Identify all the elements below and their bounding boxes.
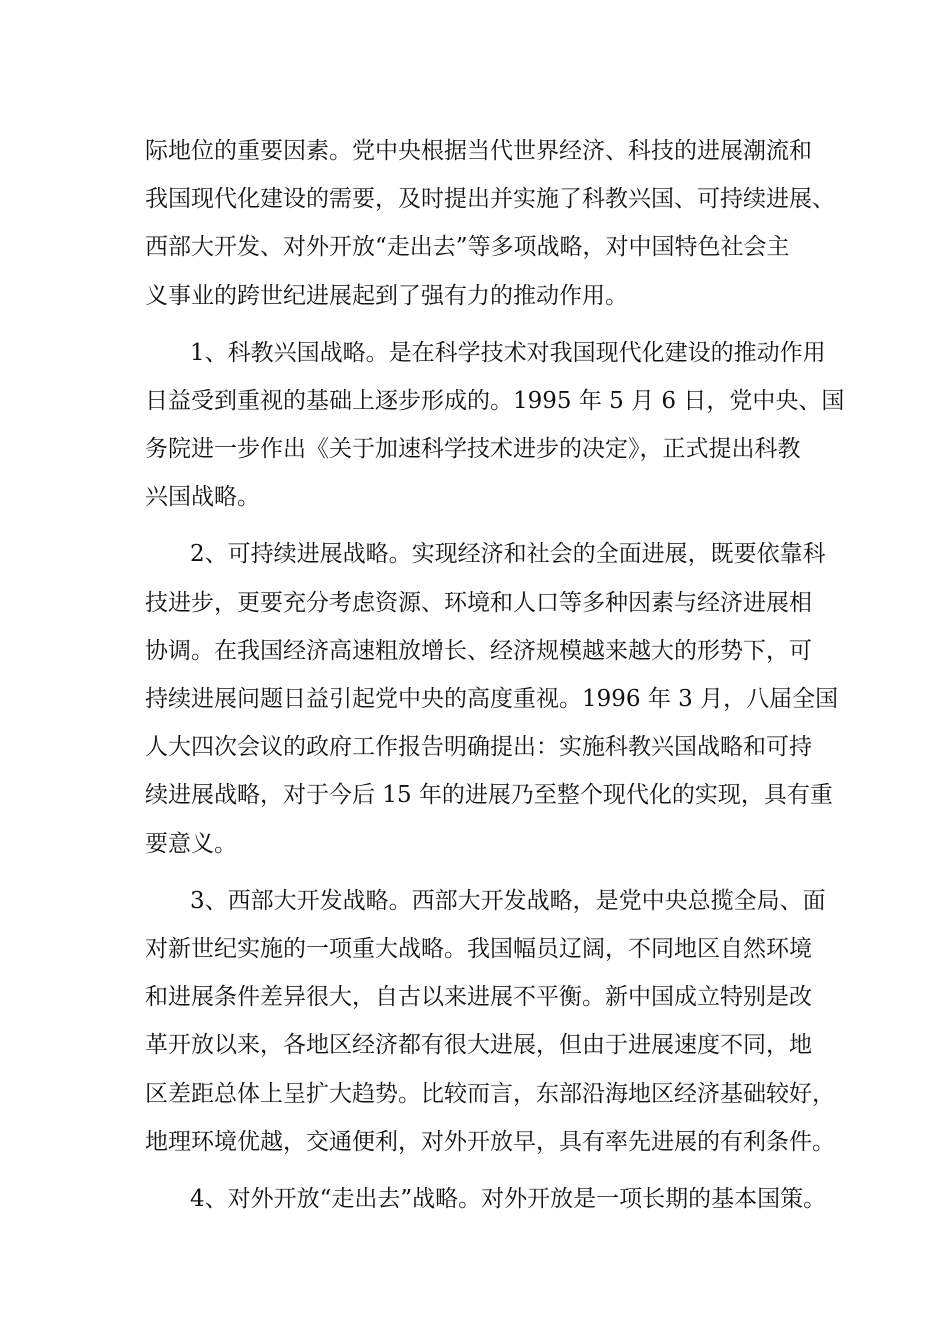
- text-line: 4、对外开放“走出去”战略。对外开放是一项长期的基本国策。: [190, 1186, 827, 1212]
- text-line: 务院进一步作出《关于加速科学技术进步的决定》，正式提出科教: [145, 436, 801, 462]
- text-line: 日益受到重视的基础上逐步形成的。1995 年 5 月 6 日，党中央、国: [145, 388, 845, 414]
- text-line: 续进展战略，对于今后 15 年的进展乃至整个现代化的实现，具有重: [145, 782, 833, 808]
- text-line: 技进步，更要充分考虑资源、环境和人口等多种因素与经济进展相: [145, 590, 812, 616]
- text-line: 要意义。: [145, 831, 237, 857]
- text-line: 西部大开发、对外开放“走出去”等多项战略，对中国特色社会主: [145, 234, 790, 260]
- text-line: 2、可持续进展战略。实现经济和社会的全面进展，既要依靠科: [190, 541, 826, 567]
- text-line: 对新世纪实施的一项重大战略。我国幅员辽阔，不同地区自然环境: [145, 936, 812, 962]
- text-line: 义事业的跨世纪进展起到了强有力的推动作用。: [145, 283, 628, 309]
- text-line: 际地位的重要因素。党中央根据当代世界经济、科技的进展潮流和: [145, 138, 812, 164]
- text-line: 协调。在我国经济高速粗放增长、经济规模越来越大的形势下，可: [145, 638, 812, 664]
- text-line: 区差距总体上呈扩大趋势。比较而言，东部沿海地区经济基础较好，: [145, 1081, 835, 1107]
- text-line: 人大四次会议的政府工作报告明确提出：实施科教兴国战略和可持: [145, 734, 812, 760]
- text-line: 地理环境优越，交通便利，对外开放早，具有率先进展的有利条件。: [145, 1129, 835, 1155]
- text-line: 持续进展问题日益引起党中央的高度重视。1996 年 3 月，八届全国: [145, 686, 839, 712]
- text-line: 1、科教兴国战略。是在科学技术对我国现代化建设的推动作用: [190, 340, 826, 366]
- text-line: 3、西部大开发战略。西部大开发战略，是党中央总揽全局、面: [190, 888, 826, 914]
- text-line: 我国现代化建设的需要，及时提出并实施了科教兴国、可持续进展、: [145, 186, 835, 212]
- text-line: 兴国战略。: [145, 484, 260, 510]
- text-line: 革开放以来，各地区经济都有很大进展，但由于进展速度不同，地: [145, 1032, 812, 1058]
- text-line: 和进展条件差异很大，自古以来进展不平衡。新中国成立特别是改: [145, 984, 812, 1010]
